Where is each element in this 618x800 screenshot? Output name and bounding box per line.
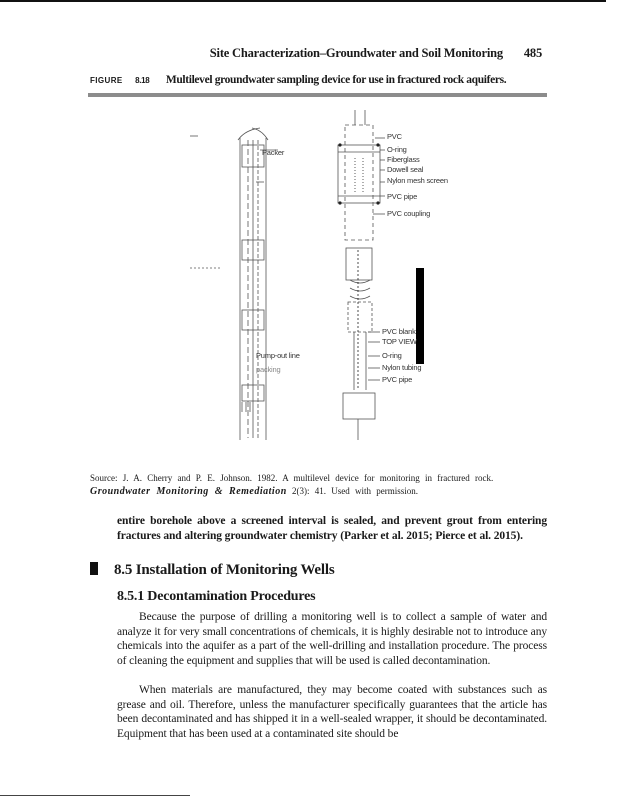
figure-caption-text: Multilevel groundwater sampling device for use in fractured rock aquifers. [165,74,507,86]
figure-label: FIGURE [90,76,123,85]
label-packer: Packer [262,148,285,157]
callout-upper-7: PVC coupling [387,209,431,218]
source-journal: Groundwater Monitoring & Remediation [90,486,287,497]
running-head [210,46,542,61]
figure-source [90,472,550,498]
bottom-rule [0,795,190,796]
black-marker-bar [416,268,424,364]
paragraph-continuation: entire borehole above a screened interval is sealed, and prevent grout from entering fractures and altering groundwater chemistry (Parker et al. 2015; Pierce et al. 2015). [117,515,547,542]
seal-dot-3 [338,201,341,204]
callout-lower-4: Nylon tubing [382,363,422,372]
callout-lower-3: O-ring [382,351,402,360]
top-rule [0,0,606,2]
figure-illustration [180,110,480,465]
detail-lower-coil [350,280,370,299]
detail-upper-body [338,145,380,203]
callout-upper-3: Fiberglass [387,155,420,164]
running-title: Site Characterization–Groundwater and Soil Monitoring [209,46,503,60]
callout-lower-2: TOP VIEW [382,337,417,346]
source-prefix: Source: [90,473,118,483]
figure-number: 8.18 [135,76,150,85]
label-pump-out-line: Pump-out line [256,351,300,360]
paragraph-decontamination-materials: When materials are manufactured, they may become coated with substances such as grease and oil. Therefore, unless the manufacturer specifically guarantees that the article has been decontaminated and has shipped it in a well-sealed wrapper, it should be decontaminated. Equipment that has been used at a contaminated site should be [117,684,547,740]
flow-arrows [242,402,250,412]
source-authors: J. A. Cherry and P. E. Johnson. 1982. A multilevel device for monitoring in fractured rock. [122,473,494,483]
seal-dot-2 [376,143,379,146]
callout-upper-1: PVC [387,132,402,141]
label-packing: packing [256,365,281,374]
well-diagram [180,110,480,465]
callout-lower-5: PVC pipe [382,375,413,384]
detail-lower-mid [348,302,372,332]
detail-upper-outline [345,125,373,240]
figure-rule [88,93,547,97]
section-heading-text: 8.5 Installation of Monitoring Wells [114,562,335,578]
subsection-heading: 8.5.1 Decontamination Procedures [117,589,316,604]
source-tail: 2(3): 41. Used with permission. [292,486,419,496]
figure-caption [90,74,530,86]
seal-dot-4 [376,201,379,204]
page-number: 485 [523,46,542,60]
callout-upper-4: Dowell seal [387,165,424,174]
callout-lower-1: PVC blank [382,327,416,336]
section-heading [90,562,334,579]
callout-upper-2: O-ring [387,145,407,154]
callout-upper-5: Nylon mesh screen [387,176,448,185]
callout-upper-6: PVC pipe [387,192,418,201]
detail-lower-base [343,393,375,419]
detail-lower-cap [346,248,372,280]
section-marker-icon [90,562,98,575]
paragraph-decontamination-purpose: Because the purpose of drilling a monitoring well is to collect a sample of water and analyze it for very small concentrations of chemicals, it is highly desirable not to introduce any chemicals into the aquifer as a part of the well-drilling and installation procedure. The process of cleaning the equipment and supplies that will be used is called decontamination. [117,611,547,667]
seal-dot-1 [338,143,341,146]
